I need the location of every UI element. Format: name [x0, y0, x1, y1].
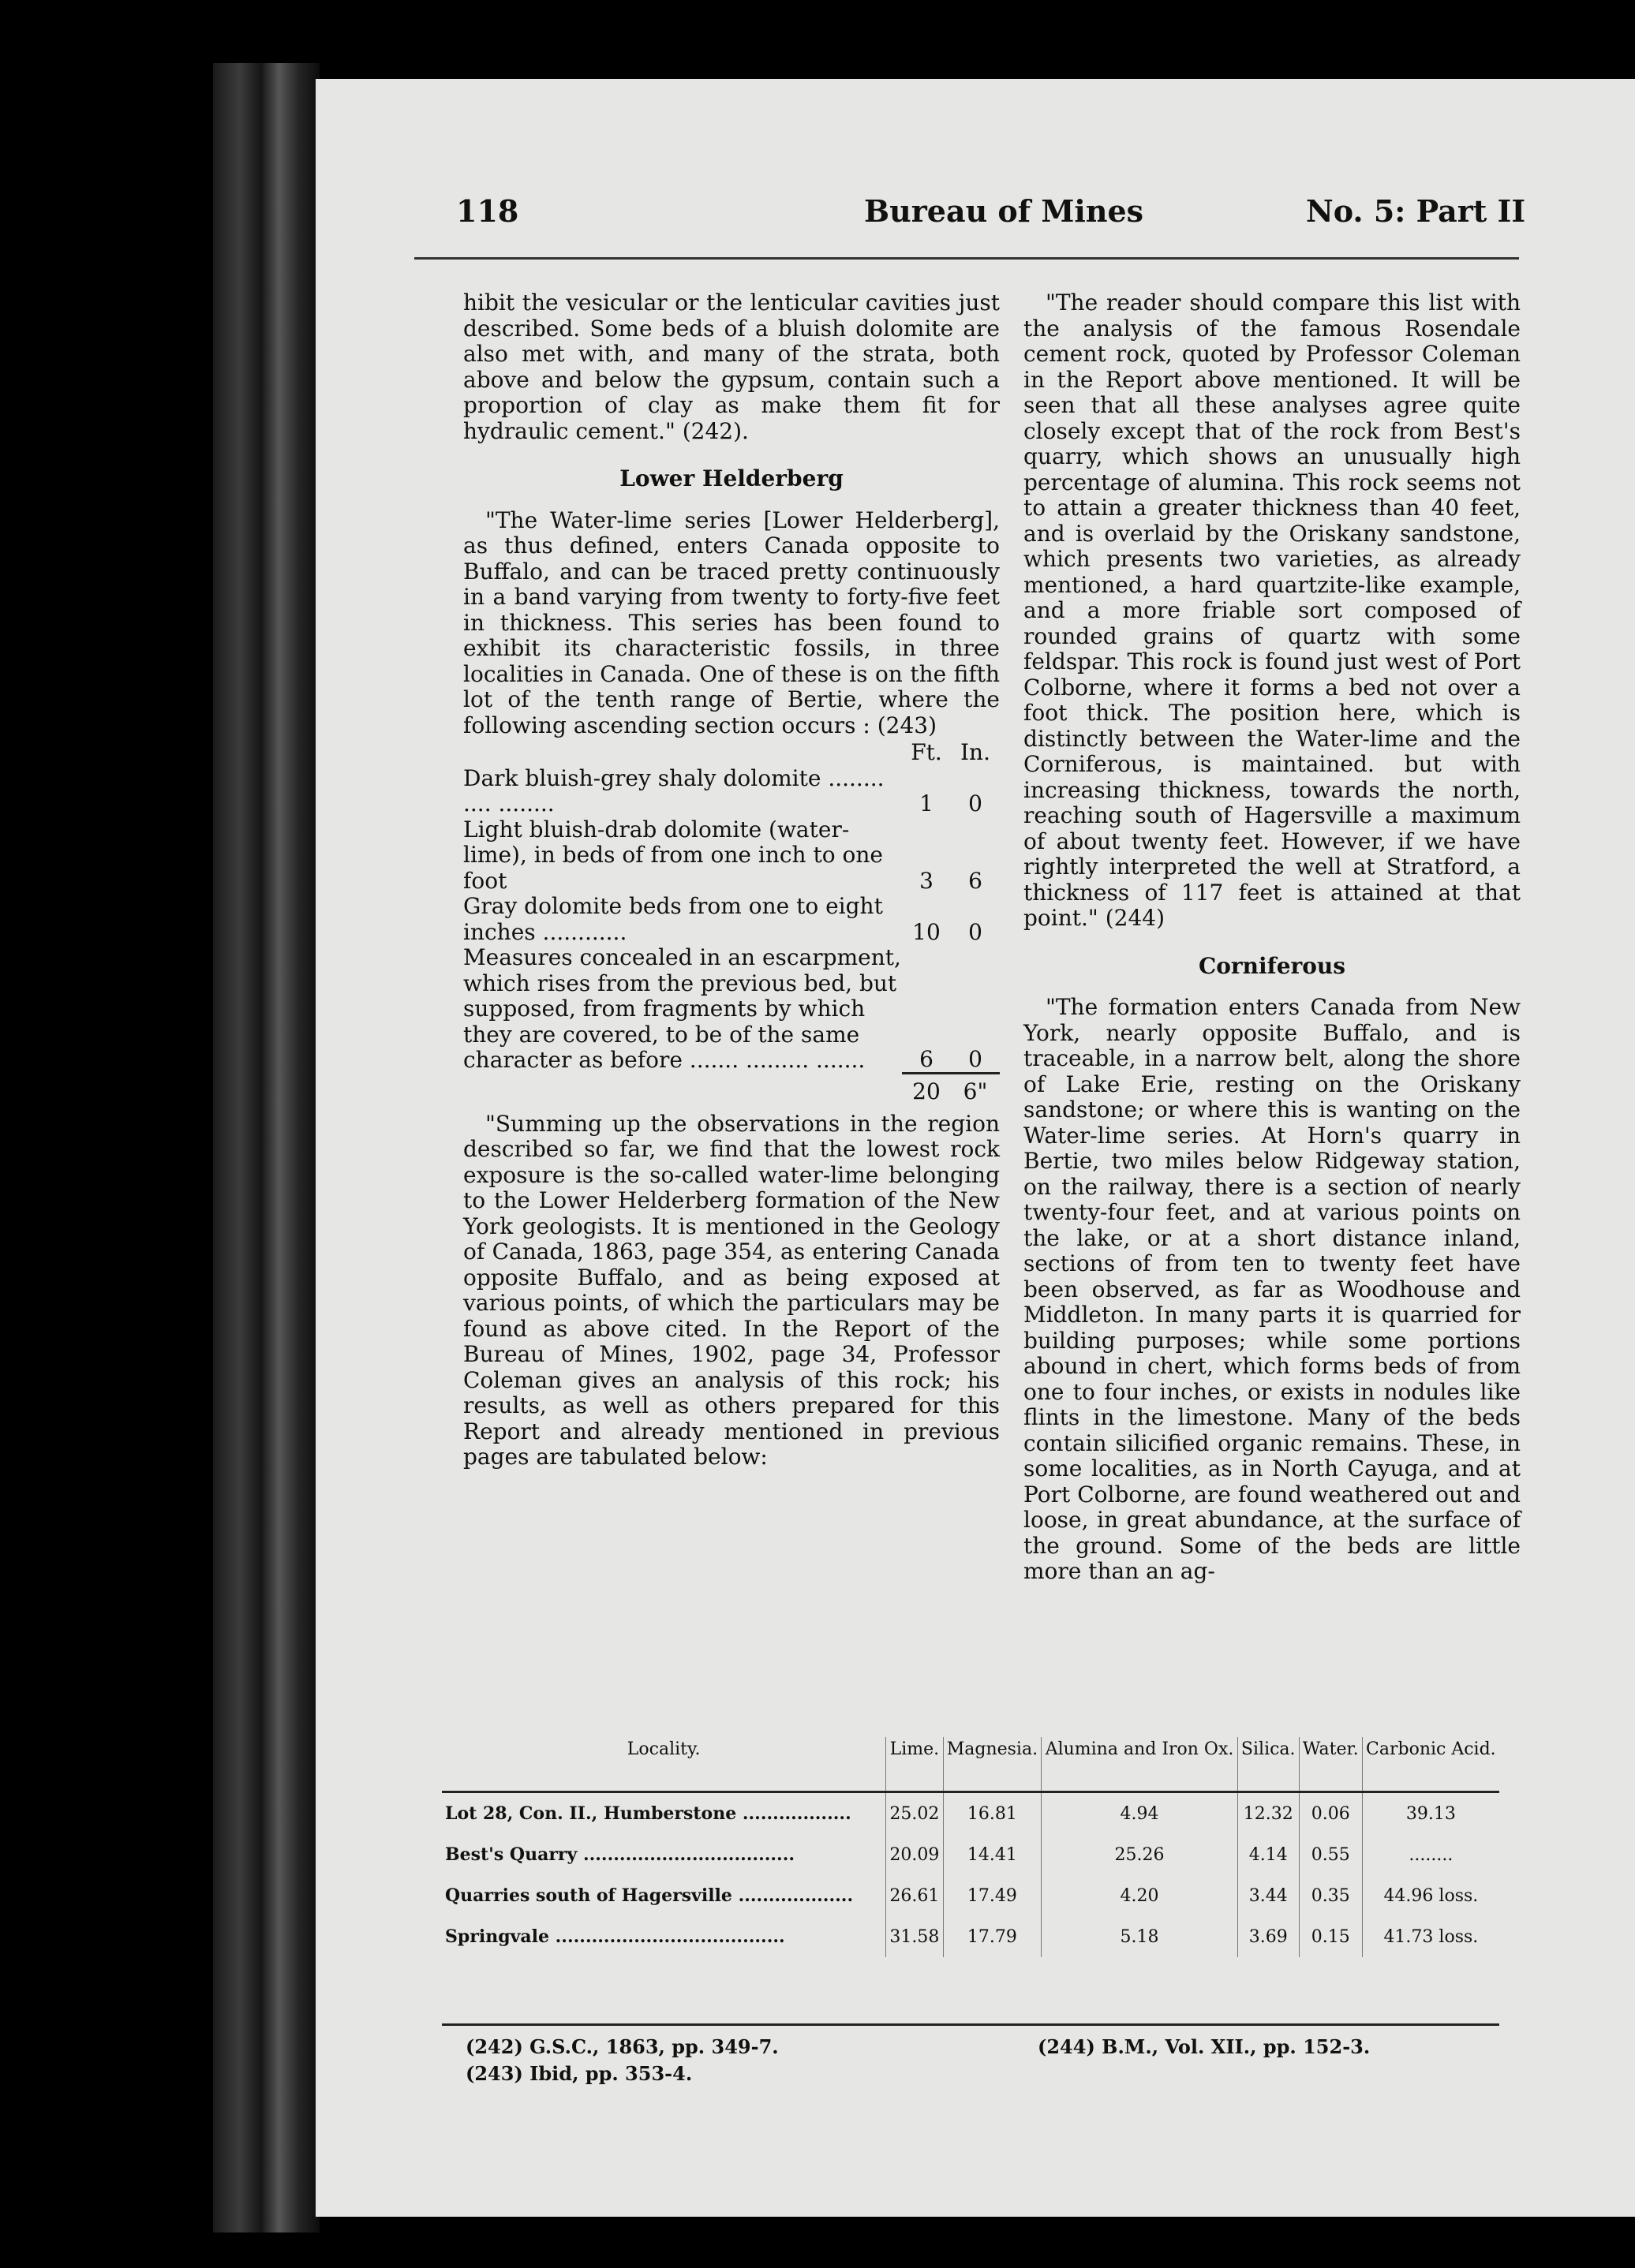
cell-locality: Best's Quarry ................................... — [445, 1844, 795, 1865]
summary-paragraph: "Summing up the observations in the region described so far, we find that the lowest rock exposure is the so-called water-lime belonging to the Lower Helderberg formation of the New York geologists. It is mentioned in the Geology of Canada, 1863, page 354, as entering Canada opposite Buffalo, and as being exposed at various points, of which the particulars may be found as above cited. In the Report of the Bureau of Mines, 1902, page 34, Professor Coleman gives an analysis of this rock; his results, as well as others prepared for this Report and already mentioned in previous pages are tabulated below: — [463, 1110, 1000, 1470]
analysis-table — [442, 1737, 1499, 1957]
quote-paragraph: "The reader should compare this list with the analysis of the famous Rosendale cement rock, quoted by Professor Coleman in the Report above mentioned. It will be seen that all these analyses agree quite closely except that of the rock from Best's quarry, which shows an unusually high percentage of alumina. This rock seems not to attain a greater thickness than 40 feet, and is overlaid by the Oriskany sandstone, which presents two varieties, as already mentioned, a hard quartzite-like example, and a more friable sort composed of rounded grains of quartz with some feldspar. This rock is found just west of Port Colborne, where it forms a bed not over a foot thick. The position here, which is distinctly between the Water-lime and the Corniferous, is maintained. but with increasing thickness, towards the north, reaching south of Hagersville a maximum of about twenty feet. However, if we have rightly interpreted the well at Stratford, a thickness of 117 feet is attained at that point." (244) — [1023, 290, 1521, 931]
table-row — [442, 1834, 1499, 1875]
section-table-header — [463, 740, 1000, 766]
cell-alumina: 5.18 — [1042, 1916, 1238, 1957]
cell-water: 0.35 — [1299, 1875, 1362, 1916]
cell-magnesia: 17.79 — [943, 1916, 1042, 1957]
table-row — [442, 1916, 1499, 1957]
right-column — [1023, 290, 1521, 1585]
header-rule — [414, 257, 1519, 260]
continued-paragraph: hibit the vesicular or the lenticular cavities just described. Some beds of a bluish dolomite are also met with, and many of the strata, both above and below the gypsum, contain such a proportion of clay as make them fit for hydraulic cement." (242). — [463, 290, 1000, 444]
rock-section-table — [463, 740, 1000, 1105]
col-header-in: In. — [960, 739, 990, 765]
section-row-desc: Gray dolomite beds from one to eight inches ............ — [463, 893, 883, 945]
book-binding — [213, 63, 320, 2233]
cell-lime: 31.58 — [886, 1916, 943, 1957]
section-row-desc: Dark bluish-grey shaly dolomite ........ .... ........ — [463, 764, 885, 816]
page-number: 118 — [456, 193, 519, 229]
cell-lime: 20.09 — [886, 1834, 943, 1875]
cell-water: 0.55 — [1299, 1834, 1362, 1875]
section-row-ft: 3 — [919, 867, 933, 894]
section-row-in: 0 — [968, 918, 982, 945]
running-header-part: No. 5: Part II — [1306, 193, 1526, 229]
cell-lime: 26.61 — [886, 1875, 943, 1916]
footnote-242: (242) G.S.C., 1863, pp. 349-7. — [466, 2035, 779, 2058]
running-header-title: Bureau of Mines — [864, 193, 1144, 229]
table-row — [442, 1792, 1499, 1835]
section-row-ft: 1 — [919, 790, 933, 816]
section-row — [463, 766, 1000, 817]
cell-carbonic: 41.73 loss. — [1362, 1916, 1499, 1957]
cell-silica: 12.32 — [1237, 1792, 1299, 1835]
cell-carbonic: 44.96 loss. — [1362, 1875, 1499, 1916]
analysis-header-row — [442, 1737, 1499, 1792]
cell-alumina: 4.20 — [1042, 1875, 1238, 1916]
table-row — [442, 1875, 1499, 1916]
section-row — [463, 894, 1000, 945]
section-row-in: 6 — [968, 867, 982, 894]
section-heading-lower-helderberg: Lower Helderberg — [619, 465, 844, 491]
header-locality: Locality. — [442, 1737, 886, 1792]
cell-silica: 3.69 — [1237, 1916, 1299, 1957]
header-alumina: Alumina and Iron Ox. — [1042, 1737, 1238, 1792]
cell-silica: 3.44 — [1237, 1875, 1299, 1916]
cell-alumina: 4.94 — [1042, 1792, 1238, 1835]
footnote-243: (243) Ibid, pp. 353-4. — [466, 2062, 693, 2085]
cell-silica: 4.14 — [1237, 1834, 1299, 1875]
corniferous-paragraph: "The formation enters Canada from New York, nearly opposite Buffalo, and is traceable, in a narrow belt, along the shore of Lake Erie, resting on the Oriskany sandstone; or where this is wanting on the Water-lime series. At Horn's quarry in Bertie, two miles below Ridgeway station, on the railway, there is a section of nearly twenty-four feet, and at various points on the lake, or at a short distance inland, sections of from ten to twenty feet have been observed, as far as Woodhouse and Middleton. In many parts it is quarried for building purposes; while some portions abound in chert, which forms beds of from one to four inches, or exists in nodules like flints in the limestone. Many of the beds contain silicified organic remains. These, in some localities, as in North Cayuga, and at Port Colborne, are found weathered out and loose, in great abundance, at the surface of the ground. Some of the beds are little more than an ag- — [1023, 994, 1521, 1584]
header-lime: Lime. — [886, 1737, 943, 1792]
cell-locality: Springvale ...................................... — [445, 1926, 785, 1947]
section-row-desc: Measures concealed in an escarpment, which rises from the previous bed, but supposed, from fragments by which they are covered, to be of the same character as before ....... ......... ....... — [463, 944, 901, 1073]
section-total-in: 6" — [951, 1074, 1000, 1105]
footnote-244: (244) B.M., Vol. XII., pp. 152-3. — [1038, 2035, 1371, 2058]
header-silica: Silica. — [1237, 1737, 1299, 1792]
section-row-in: 0 — [968, 1045, 982, 1072]
cell-water: 0.15 — [1299, 1916, 1362, 1957]
section-row-in: 0 — [968, 790, 982, 816]
cell-carbonic: ........ — [1362, 1834, 1499, 1875]
cell-magnesia: 16.81 — [943, 1792, 1042, 1835]
header-carbonic-acid: Carbonic Acid. — [1362, 1737, 1499, 1792]
quote-paragraph: "The Water-lime series [Lower Helderberg], as thus defined, enters Canada opposite to Buffalo, and can be traced pretty continuously in a band varying from twenty to forty-five feet in thickness. This series has been found to exhibit its characteristic fossils, in three localities in Canada. One of these is on the fifth lot of the tenth range of Bertie, where the following ascending section occurs : (243) — [463, 506, 1000, 738]
cell-alumina: 25.26 — [1042, 1834, 1238, 1875]
section-row — [463, 945, 1000, 1074]
cell-magnesia: 14.41 — [943, 1834, 1042, 1875]
section-heading-corniferous: Corniferous — [1198, 952, 1346, 979]
section-total-row — [463, 1074, 1000, 1105]
header-magnesia: Magnesia. — [943, 1737, 1042, 1792]
col-header-ft: Ft. — [911, 739, 942, 765]
section-row-ft: 10 — [912, 918, 941, 945]
cell-carbonic: 39.13 — [1362, 1792, 1499, 1835]
section-row — [463, 817, 1000, 895]
section-total-ft: 20 — [902, 1074, 951, 1105]
left-column — [463, 290, 1000, 1470]
cell-lime: 25.02 — [886, 1792, 943, 1835]
cell-magnesia: 17.49 — [943, 1875, 1042, 1916]
section-row-ft: 6 — [919, 1045, 933, 1072]
cell-locality: Quarries south of Hagersville ................... — [445, 1885, 854, 1906]
header-water: Water. — [1299, 1737, 1362, 1792]
section-row-desc: Light bluish-drab dolomite (water-lime), in beds of from one inch to one foot — [463, 816, 883, 894]
footnote-rule — [442, 2023, 1499, 2026]
cell-water: 0.06 — [1299, 1792, 1362, 1835]
cell-locality: Lot 28, Con. II., Humberstone .................. — [445, 1803, 851, 1824]
